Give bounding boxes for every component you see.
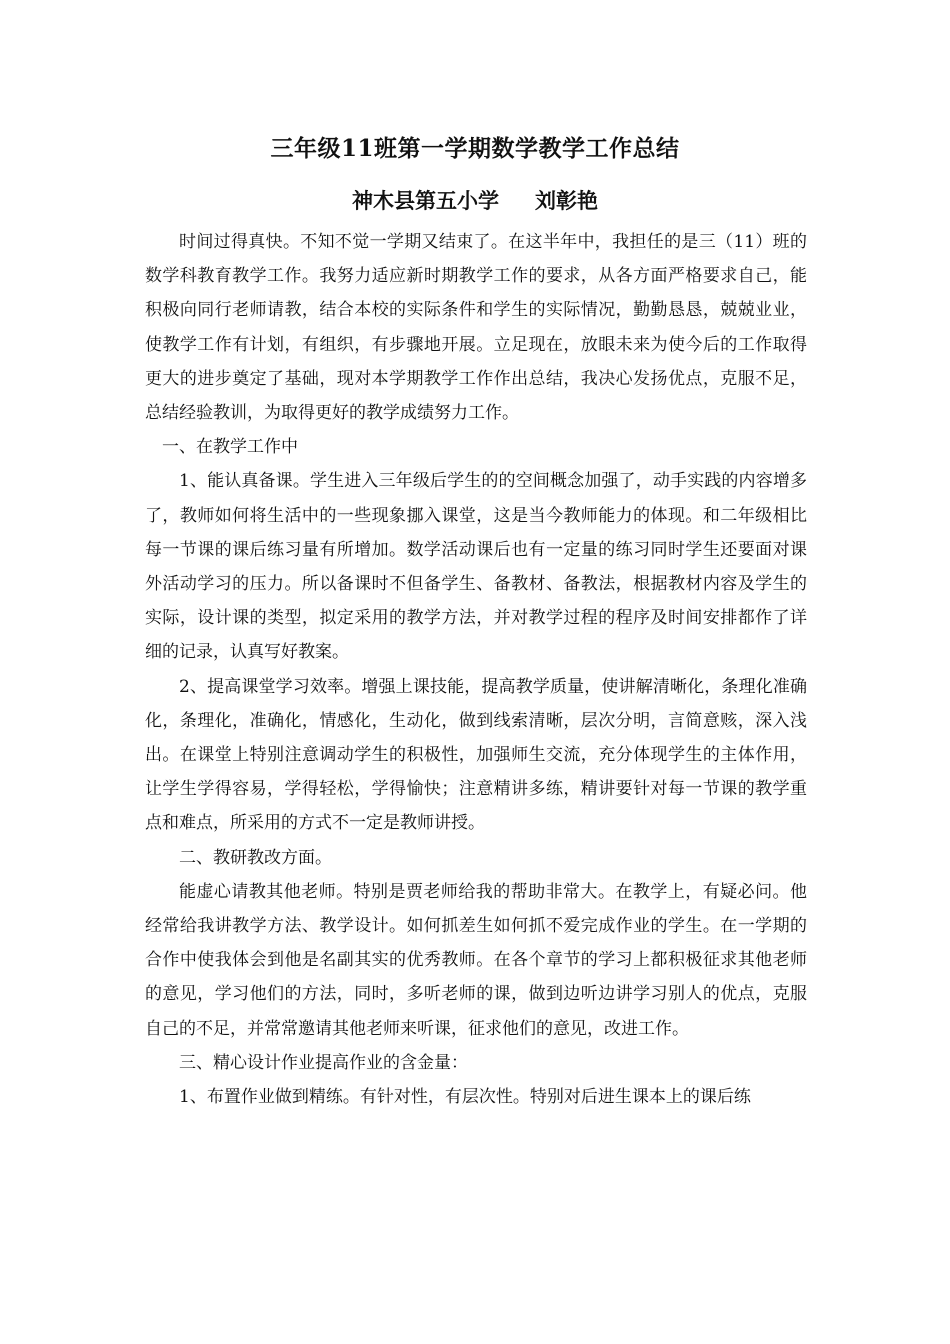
section-heading-homework: 三、精心设计作业提高作业的含金量： xyxy=(179,1052,468,1073)
section-heading-teaching: 一、在教学工作中 xyxy=(162,437,298,458)
document-title: 三年级11班第一学期数学教学工作总结 xyxy=(270,135,680,162)
paragraph-research: 能虚心请教其他老师。特别是贾老师给我的帮助非常大。在教学上，有疑必问。他经常给我讲教学方法、教学设计。如何抓差生如何抓不爱完成作业的学生。在一学期的合作中使我体会到他是名副其实的优秀教师。在各个章节的学习上都积极征求其他老师的意见，学习他们的方法，同时，多听老师的课，做到边听边讲学习别人的优点，克服自己的不足，并常常邀请其他老师来听课，征求他们的意见，改进工作。 xyxy=(145,881,807,1039)
paragraph-class-efficiency: 2、提高课堂学习效率。增强上课技能，提高教学质量，使讲解清晰化，条理化准确化，条理化，准确化，情感化，生动化，做到线索清晰，层次分明，言简意赅，深入浅出。在课堂上特别注意调动学生的积极性，加强师生交流，充分体现学生的主体作用，让学生学得容易，学得轻松，学得愉快；注意精讲多练，精讲要针对每一节课的教学重点和难点，所采用的方式不一定是教师讲授。 xyxy=(145,676,807,834)
paragraph-homework: 1、布置作业做到精练。有针对性，有层次性。特别对后进生课本上的课后练 xyxy=(179,1087,751,1108)
author-name: 刘彰艳 xyxy=(535,188,598,213)
author-line xyxy=(0,184,950,218)
section-heading-research: 二、教研教改方面。 xyxy=(179,847,332,868)
document-body xyxy=(145,225,807,1114)
paragraph-intro: 时间过得真快。不知不觉一学期又结束了。在这半年中，我担任的是三（11）班的数学科教育教学工作。我努力适应新时期教学工作的要求，从各方面严格要求自己，能积极向同行老师请教，结合本校的实际条件和学生的实际情况，勤勤恳恳，兢兢业业，使教学工作有计划，有组织，有步骤地开展。立足现在，放眼未来为使今后的工作取得更大的进步奠定了基础，现对本学期教学工作作出总结，我决心发扬优点，克服不足，总结经验教训，为取得更好的教学成绩努力工作。 xyxy=(145,232,807,424)
paragraph-lesson-prep: 1、能认真备课。学生进入三年级后学生的的空间概念加强了，动手实践的内容增多了，教师如何将生活中的一些现象挪入课堂，这是当今教师能力的体现。和二年级相比每一节课的课后练习量有所增加。数学活动课后也有一定量的练习同时学生还要面对课外活动学习的压力。所以备课时不但备学生、备教材、备教法，根据教材内容及学生的实际，设计课的类型，拟定采用的教学方法，并对教学过程的程序及时间安排都作了详细的记录，认真写好教案。 xyxy=(145,471,807,663)
author-school: 神木县第五小学 xyxy=(352,188,499,213)
